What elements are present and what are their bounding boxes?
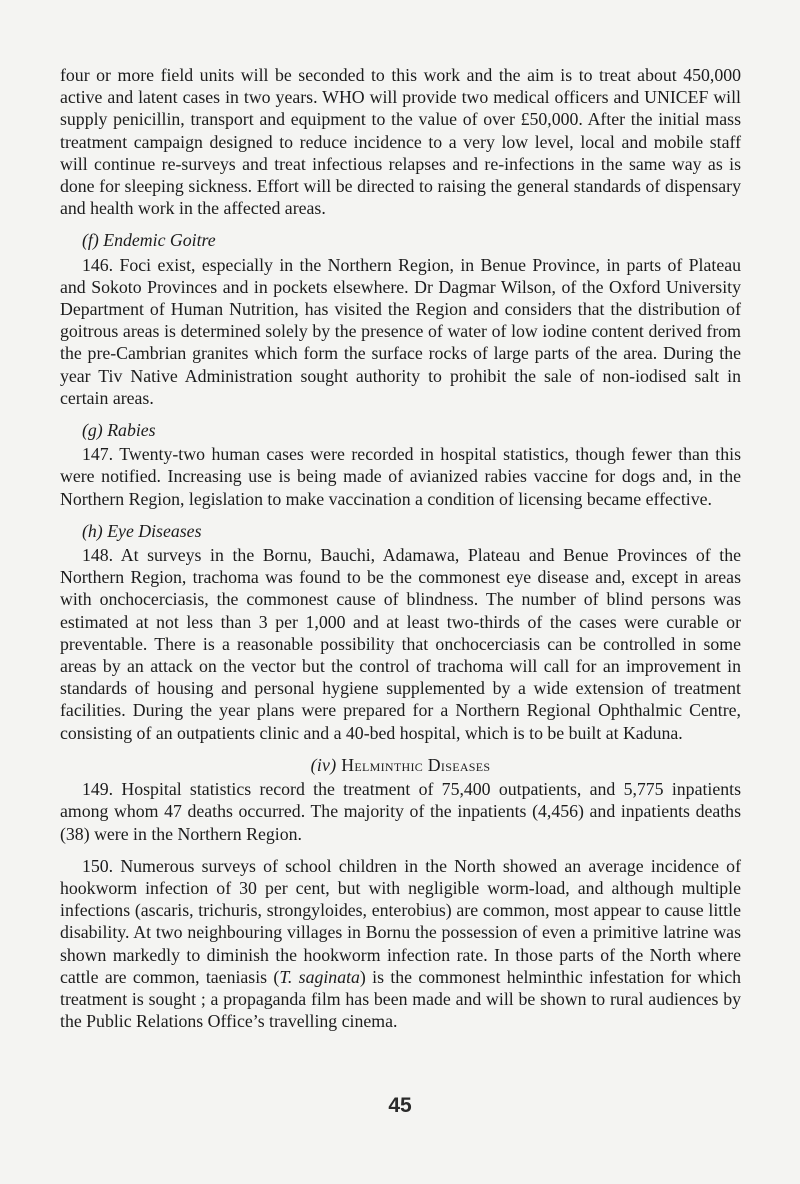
page-number: 45 [388,1094,412,1117]
paragraph-150-text-before: 150. Numerous surveys of school children in the North showed an average incidence of hookworm infection of 30 per cent, but with negligible worm-load, and although multiple infections (ascaris, trichuris, strongyloides, enterobius) are common, most appear to cause little disability. At two neighbouring villages in Bornu the possession of even a primitive latrine was shown markedly to diminish the hookworm infection rate. In those parts of the North where cattle are common, taeniasis ( [60,855,741,987]
section-title: Endemic Goitre [103,230,216,251]
section-title: Eye Diseases [107,520,202,541]
section-heading-rabies [60,419,741,441]
paragraph-150 [60,855,741,1033]
section-title: Helminthic Diseases [341,754,491,775]
paragraph-150-text-after: ) is the commonest helminthic infestation for which treatment is sought ; a propaganda film has been made and will be shown to rural audiences by the Public Relations Office’s travelling cinema. [60,966,741,1032]
intro-paragraph: four or more field units will be seconded to this work and the aim is to treat about 450,000 active and latent cases in two years. WHO will provide two medical officers and UNICEF will supply penicillin, transport and equipment to the value of over £50,000. After the initial mass treatment campaign designed to reduce incidence to a very low level, local and mobile staff will continue re-surveys and treat infectious relapses and re-infections in the same way as is done for sleeping sickness. Effort will be directed to raising the general standards of dispensary and health work in the affected areas. [60,65,741,219]
paragraph-148: 148. At surveys in the Bornu, Bauchi, Adamawa, Plateau and Benue Provinces of the Northern Region, trachoma was found to be the commonest eye disease and, except in areas with onchocerciasis, the commonest cause of blindness. The number of blind persons was estimated at not less than 3 per 1,000 and at least two-thirds of the cases were curable or preventable. There is a reasonable possibility that onchocerciasis can be controlled in some areas by an attack on the vector but the control of trachoma will call for an improvement in standards of housing and personal hygiene supplemented by a wide extension of treatment facilities. During the year plans were prepared for a Northern Regional Ophthalmic Centre, consisting of an outpatients clinic and a 40-bed hospital, which is to be built at Kaduna. [60,545,741,743]
paragraph-149: 149. Hospital statistics record the treatment of 75,400 outpatients, and 5,775 inpatients among whom 47 deaths occurred. The majority of the inpatients (4,456) and inpatients deaths (38) were in the Northern Region. [60,779,741,844]
species-name: T. saginata [279,966,360,987]
section-letter: (f) [82,230,99,251]
section-number: (iv) [310,754,337,775]
document-page [60,64,741,1032]
section-heading-helminthic-diseases [60,754,741,776]
paragraph-147: 147. Twenty-two human cases were recorded in hospital statistics, though fewer than this were notified. Increasing use is being made of avianized rabies vaccine for dogs and, in the Northern Region, legislation to make vaccination a condition of licensing became effective. [60,444,741,509]
section-heading-eye-diseases [60,520,741,542]
section-title: Rabies [107,420,156,441]
paragraph-146: 146. Foci exist, especially in the Northern Region, in Benue Province, in parts of Plateau and Sokoto Provinces and in pockets elsewhere. Dr Dagmar Wilson, of the Oxford University Department of Human Nutrition, has visited the Region and considers that the distribution of goitrous areas is determined solely by the presence of water of low iodine content derived from the pre-Cambrian granites which form the surface rocks of large parts of the area. During the year Tiv Native Administration sought authority to prohibit the sale of non-iodised salt in certain areas. [60,254,741,408]
section-heading-endemic-goitre [60,229,741,251]
section-letter: (h) [82,520,103,541]
section-letter: (g) [82,420,103,441]
